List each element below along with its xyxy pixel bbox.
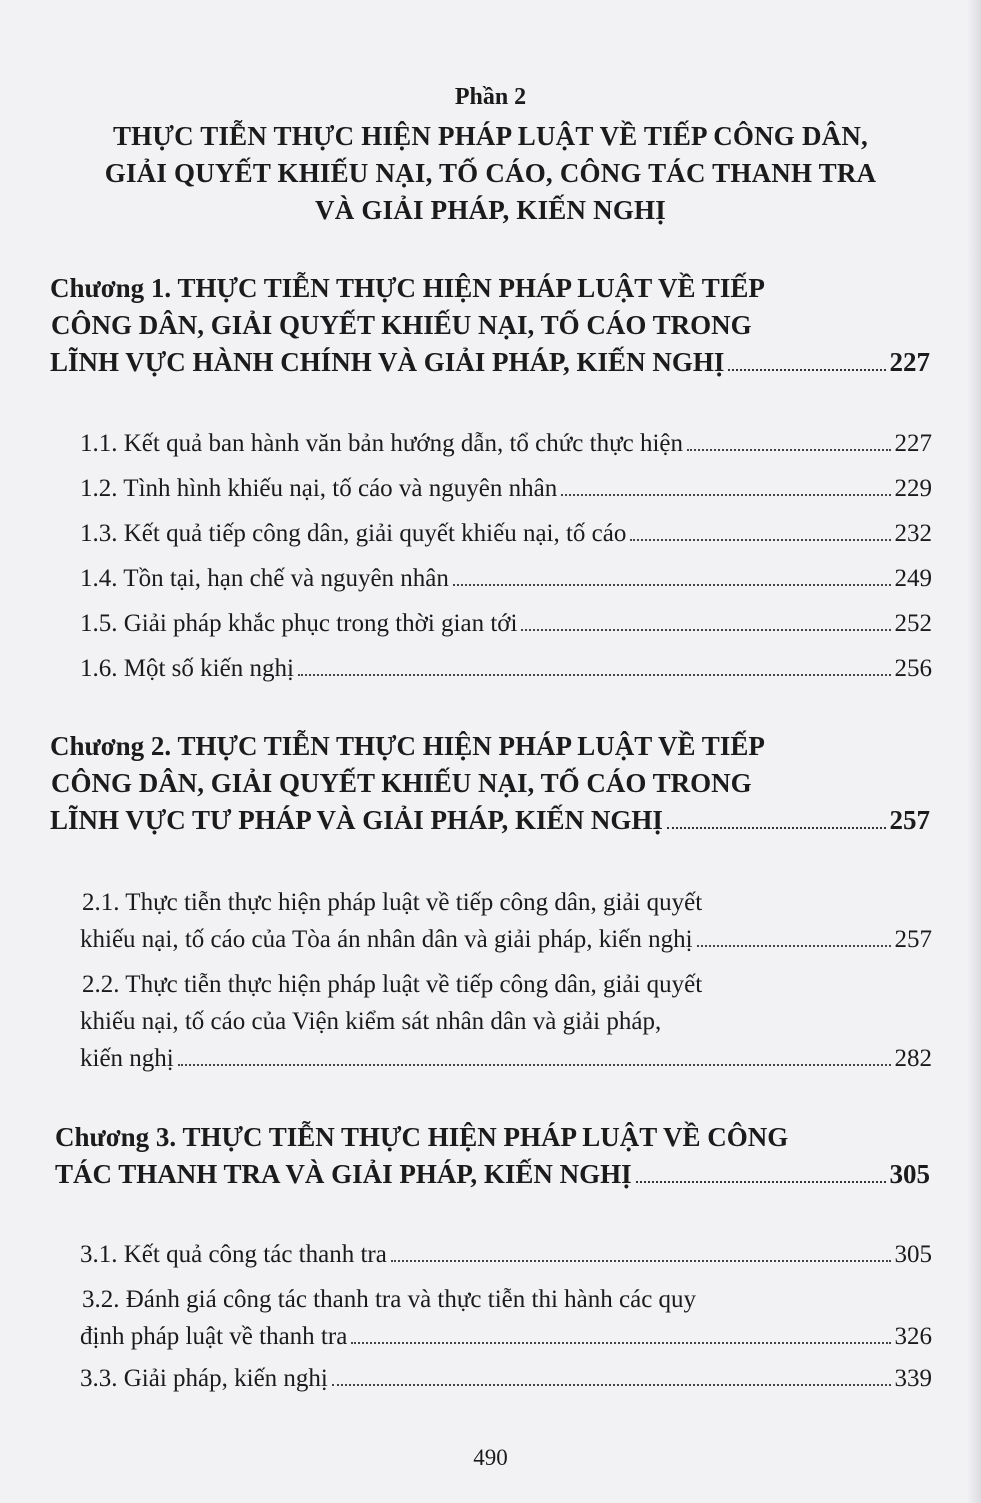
toc-entry-1-3[interactable]	[80, 515, 932, 552]
page-ref: 227	[889, 347, 930, 377]
toc-entry-1-4[interactable]	[80, 560, 932, 597]
chapter-title-line: Chương 2. THỰC TIỄN THỰC HIỆN PHÁP LUẬT VỀ TIẾP	[50, 731, 765, 761]
page-ref: 282	[894, 1045, 932, 1072]
chapter-title-line: TÁC THANH TRA VÀ GIẢI PHÁP, KIẾN NGHỊ	[55, 1159, 632, 1189]
page-fold-shadow	[967, 0, 981, 1503]
page-ref: 252	[894, 610, 932, 637]
chapter-title-line: LĨNH VỰC HÀNH CHÍNH VÀ GIẢI PHÁP, KIẾN NGHỊ	[50, 347, 725, 377]
chapter-title-line: CÔNG DÂN, GIẢI QUYẾT KHIẾU NẠI, TỐ CÁO TRONG	[51, 310, 752, 340]
page-ref: 257	[894, 926, 932, 953]
entry-title: 2.2. Thực tiễn thực hiện pháp luật về tiếp công dân, giải quyết	[82, 971, 703, 998]
page-ref: 227	[894, 430, 932, 457]
entry-title: 3.1. Kết quả công tác thanh tra	[80, 1241, 387, 1268]
part-title-line: VÀ GIẢI PHÁP, KIẾN NGHỊ	[315, 195, 666, 225]
chapter-title-line: CÔNG DÂN, GIẢI QUYẾT KHIẾU NẠI, TỐ CÁO TRONG	[51, 768, 752, 798]
entry-title: 3.2. Đánh giá công tác thanh tra và thực tiễn thi hành các quy	[82, 1286, 697, 1313]
page-ref: 249	[894, 565, 932, 592]
toc-entry-2-2[interactable]	[80, 966, 932, 1077]
toc-entry-1-1[interactable]	[80, 425, 932, 462]
entry-title: 3.3. Giải pháp, kiến nghị	[80, 1365, 328, 1392]
page-ref: 257	[889, 805, 930, 835]
dot-leader	[728, 369, 885, 371]
part-title-line: THỰC TIỄN THỰC HIỆN PHÁP LUẬT VỀ TIẾP CÔNG DÂN,	[112, 121, 869, 151]
dot-leader	[178, 1064, 891, 1066]
entry-title: khiếu nại, tố cáo của Viện kiểm sát nhân dân và giải pháp,	[80, 1008, 662, 1035]
toc-entry-3-1[interactable]	[80, 1236, 932, 1273]
dot-leader	[630, 539, 890, 541]
page-ref: 339	[894, 1365, 932, 1392]
dot-leader	[298, 674, 891, 676]
entry-title: kiến nghị	[80, 1045, 174, 1072]
chapter-title-line: LĨNH VỰC TƯ PHÁP VÀ GIẢI PHÁP, KIẾN NGHỊ	[50, 805, 663, 835]
toc-entry-2-1[interactable]	[80, 884, 932, 958]
page-ref: 305	[894, 1241, 932, 1268]
page-ref: 229	[894, 475, 932, 502]
chapter-title-line: Chương 3. THỰC TIỄN THỰC HIỆN PHÁP LUẬT VỀ CÔNG	[55, 1122, 789, 1152]
page-ref: 305	[889, 1159, 930, 1189]
dot-leader	[561, 494, 890, 496]
dot-leader	[697, 945, 891, 947]
dot-leader	[687, 449, 890, 451]
entry-title: 1.5. Giải pháp khắc phục trong thời gian tới	[80, 610, 518, 637]
part-title	[0, 118, 981, 229]
toc-chapter-2[interactable]	[50, 728, 930, 839]
page-number: 490	[473, 1445, 508, 1470]
toc-entry-1-6[interactable]	[80, 650, 932, 687]
dot-leader	[667, 827, 886, 829]
toc-entry-1-5[interactable]	[80, 605, 932, 642]
entry-title: 1.4. Tồn tại, hạn chế và nguyên nhân	[80, 565, 449, 592]
chapter-title-line: Chương 1. THỰC TIỄN THỰC HIỆN PHÁP LUẬT VỀ TIẾP	[50, 273, 765, 303]
entry-title: định pháp luật về thanh tra	[80, 1323, 348, 1350]
toc-entry-1-2[interactable]	[80, 470, 932, 507]
entry-title: 2.1. Thực tiễn thực hiện pháp luật về tiếp công dân, giải quyết	[82, 889, 703, 916]
toc-chapter-1[interactable]	[50, 270, 930, 381]
entry-title: 1.1. Kết quả ban hành văn bản hướng dẫn, tổ chức thực hiện	[80, 430, 684, 457]
dot-leader	[391, 1260, 891, 1262]
page-ref: 256	[894, 655, 932, 682]
toc-entry-3-2[interactable]	[80, 1281, 932, 1355]
entry-title: khiếu nại, tố cáo của Tòa án nhân dân và giải pháp, kiến nghị	[80, 926, 693, 953]
toc-entry-3-3[interactable]	[80, 1360, 932, 1397]
entry-title: 1.6. Một số kiến nghị	[80, 655, 294, 682]
entry-title: 1.3. Kết quả tiếp công dân, giải quyết khiếu nại, tố cáo	[80, 520, 627, 547]
page-ref: 326	[894, 1323, 932, 1350]
entry-title: 1.2. Tình hình khiếu nại, tố cáo và nguyên nhân	[80, 475, 558, 502]
part-title-line: GIẢI QUYẾT KHIẾU NẠI, TỐ CÁO, CÔNG TÁC THANH TRA	[104, 158, 877, 188]
toc-chapter-3[interactable]	[50, 1119, 930, 1193]
dot-leader	[453, 584, 891, 586]
dot-leader	[332, 1384, 891, 1386]
page-ref: 232	[894, 520, 932, 547]
dot-leader	[521, 629, 890, 631]
dot-leader	[636, 1181, 886, 1183]
part-label: Phần 2	[454, 84, 527, 110]
dot-leader	[351, 1342, 890, 1344]
